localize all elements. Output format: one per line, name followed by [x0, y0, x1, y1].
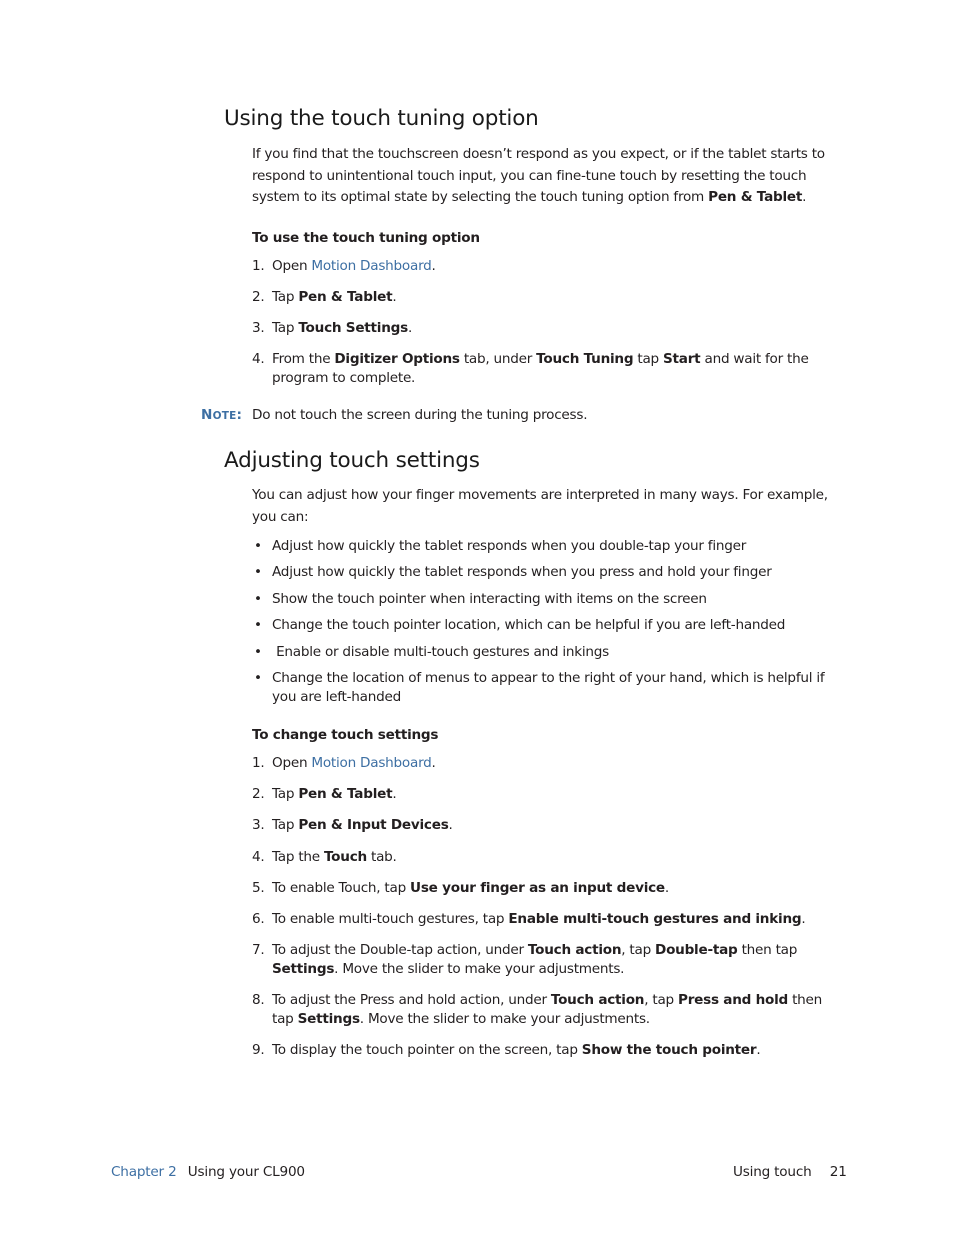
bullet-marker: • — [254, 538, 262, 554]
step-item — [252, 941, 827, 981]
step-text: Open — [272, 258, 312, 274]
step-bold: Pen & Tablet — [298, 786, 393, 802]
step-bold: Touch action — [527, 942, 622, 958]
step-text: Tap the — [272, 849, 324, 865]
step-number: 2. — [252, 786, 265, 802]
note-label-colon: : — [236, 407, 243, 423]
step-text: . — [801, 911, 806, 927]
step-number: 1. — [252, 258, 265, 274]
step-text: . — [664, 880, 669, 896]
step-text: then tap — [737, 942, 798, 958]
step-bold: Pen & Input Devices — [298, 817, 449, 833]
step-text: and wait for the program to complete. — [272, 351, 809, 386]
step-bold: Use your finger as an input device — [410, 880, 665, 896]
note-label — [201, 407, 242, 423]
section-heading-adjusting-touch: Adjusting touch settings — [224, 448, 480, 473]
step-number: 7. — [252, 942, 265, 958]
step-number: 4. — [252, 351, 265, 367]
list-item — [252, 643, 847, 663]
step-text: . — [407, 320, 413, 336]
step-number: 3. — [252, 320, 265, 336]
step-bold: Touch action — [550, 992, 645, 1008]
bullet-text: Adjust how quickly the tablet responds when you double-tap your finger — [272, 538, 747, 554]
footer-section-title: Using touch — [733, 1164, 812, 1180]
procedure-title-change-touch: To change touch settings — [252, 727, 439, 743]
step-text: , tap — [621, 942, 656, 958]
footer-chapter-link[interactable]: Chapter 2 — [111, 1164, 177, 1180]
step-text: . — [431, 258, 436, 274]
step-text: To enable multi-touch gestures, tap — [272, 911, 509, 927]
step-text: . — [431, 755, 436, 771]
note-text: Do not touch the screen during the tuning process. — [252, 407, 588, 423]
step-number: 9. — [252, 1042, 265, 1058]
step-text: To adjust the Press and hold action, under — [272, 992, 551, 1008]
step-item — [252, 1041, 827, 1061]
intro-bold: Pen & Tablet — [708, 189, 803, 205]
adjusting-touch-intro: You can adjust how your finger movements are interpreted in many ways. For example, you can: — [252, 487, 828, 525]
step-bold: Press and hold — [678, 992, 789, 1008]
step-item — [252, 350, 827, 390]
step-text: . — [392, 289, 397, 305]
step-text: Tap — [272, 786, 299, 802]
bullet-marker: • — [254, 591, 262, 607]
step-item — [252, 785, 827, 805]
motion-dashboard-link[interactable]: Motion Dashboard — [311, 755, 432, 771]
step-text: tab, under — [459, 351, 537, 367]
bullet-text: Show the touch pointer when interacting with items on the screen — [272, 591, 707, 607]
step-item — [252, 991, 827, 1031]
step-text: . — [392, 786, 397, 802]
step-item — [252, 288, 827, 308]
step-bold: Touch Tuning — [536, 351, 634, 367]
procedure-title-touch-tuning: To use the touch tuning option — [252, 230, 480, 246]
list-item — [252, 563, 847, 583]
bullet-text: Enable or disable multi-touch gestures and inkings — [272, 644, 609, 660]
list-item — [252, 616, 847, 636]
bullet-marker: • — [254, 617, 262, 633]
step-number: 8. — [252, 992, 265, 1008]
note-label-rest: OTE — [212, 410, 237, 422]
page-number: 21 — [829, 1164, 847, 1180]
bullet-text: Adjust how quickly the tablet responds when you press and hold your finger — [272, 564, 772, 580]
step-text: From the — [272, 351, 335, 367]
step-item — [252, 319, 827, 339]
step-text: tab. — [366, 849, 397, 865]
step-text: Tap — [272, 320, 299, 336]
step-bold: Settings — [272, 961, 335, 977]
section-heading-touch-tuning: Using the touch tuning option — [224, 106, 539, 131]
list-item — [252, 669, 847, 709]
step-text: Tap — [272, 817, 299, 833]
step-text: , tap — [644, 992, 678, 1008]
step-text: To display the touch pointer on the screen, tap — [272, 1042, 582, 1058]
step-item — [252, 848, 827, 868]
step-text: To enable Touch, tap — [272, 880, 411, 896]
step-text: To adjust the Double-tap action, under — [272, 942, 528, 958]
step-bold: Pen & Tablet — [298, 289, 393, 305]
step-text: . Move the slider to make your adjustments. — [334, 961, 625, 977]
step-number: 3. — [252, 817, 265, 833]
list-item — [252, 537, 847, 557]
page-footer-right — [733, 1164, 847, 1180]
touch-tuning-intro — [252, 144, 847, 209]
step-item — [252, 816, 827, 836]
step-text: Tap — [272, 289, 299, 305]
step-bold: Settings — [297, 1011, 360, 1027]
page-footer-left — [111, 1164, 305, 1180]
step-text: then tap — [272, 992, 823, 1027]
step-item — [252, 257, 827, 277]
step-number: 6. — [252, 911, 265, 927]
step-bold: Start — [663, 351, 701, 367]
step-bold: Show the touch pointer — [581, 1042, 757, 1058]
list-item — [252, 590, 847, 610]
step-text: . Move the slider to make your adjustments. — [359, 1011, 650, 1027]
motion-dashboard-link[interactable]: Motion Dashboard — [311, 258, 432, 274]
step-item — [252, 879, 827, 899]
step-item — [252, 910, 827, 930]
step-bold: Enable multi-touch gestures and inking — [508, 911, 802, 927]
step-number: 5. — [252, 880, 265, 896]
step-text: . — [448, 817, 453, 833]
intro-text: If you find that the touchscreen doesn’t respond as you expect, or if the tablet starts to respond to unintentional touch input, you can fine-tune touch by resetting the touch system to its optimal state by selecting the touch tuning option from — [252, 146, 825, 205]
step-number: 4. — [252, 849, 265, 865]
step-bold: Double-tap — [655, 942, 738, 958]
step-bold: Touch Settings — [298, 320, 408, 336]
intro-end: . — [802, 189, 807, 205]
step-text: Open — [272, 755, 312, 771]
step-bold: Digitizer Options — [334, 351, 460, 367]
step-number: 2. — [252, 289, 265, 305]
step-text: . — [756, 1042, 761, 1058]
step-item — [252, 754, 827, 774]
step-number: 1. — [252, 755, 265, 771]
bullet-marker: • — [254, 564, 262, 580]
bullet-text: Change the location of menus to appear to the right of your hand, which is helpful if you are left-handed — [272, 670, 825, 705]
footer-chapter-title: Using your CL900 — [187, 1164, 305, 1180]
bullet-text: Change the touch pointer location, which can be helpful if you are left-handed — [272, 617, 786, 633]
step-bold: Touch — [323, 849, 367, 865]
bullet-marker: • — [254, 670, 262, 686]
step-text: tap — [633, 351, 663, 367]
bullet-marker: • — [254, 644, 262, 660]
note-label-initial: N — [201, 407, 213, 423]
